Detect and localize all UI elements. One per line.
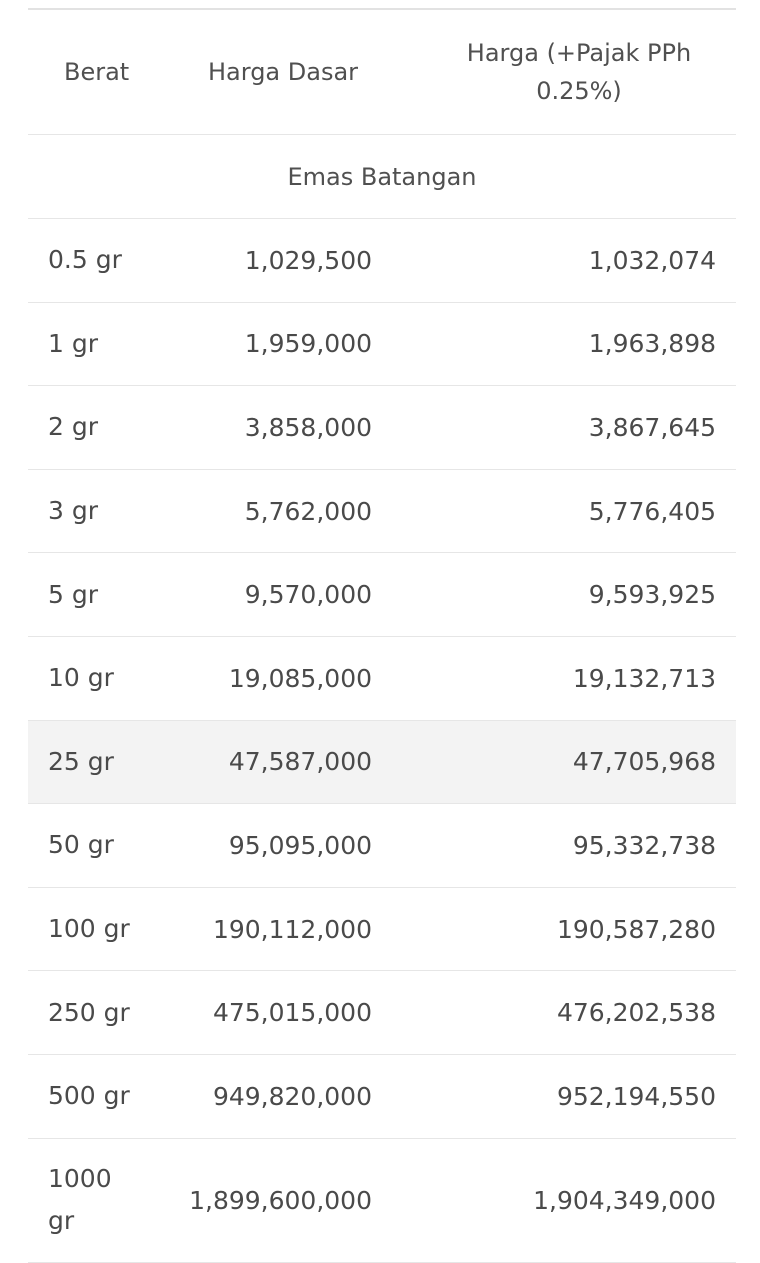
table-row: [28, 1139, 736, 1263]
table-row: [28, 804, 736, 888]
price-tax-cell: 5,776,405: [588, 496, 716, 526]
table-row: [28, 219, 736, 303]
price-tax-cell: 952,194,550: [556, 1081, 716, 1111]
weight-cell: 500 gr: [48, 1081, 130, 1111]
table-row: [28, 637, 736, 721]
weight-cell: 1000 gr: [48, 1164, 112, 1236]
weight-cell: 250 gr: [48, 997, 130, 1027]
price-tax-cell: 1,032,074: [588, 245, 716, 275]
weight-cell: 3 gr: [48, 496, 98, 526]
weight-cell: 0.5 gr: [48, 245, 122, 275]
gold-price-table: [28, 8, 736, 1263]
weight-cell: 10 gr: [48, 663, 114, 693]
price-tax-cell: 1,963,898: [588, 329, 716, 359]
price-tax-cell: 47,705,968: [572, 747, 716, 777]
base-price-cell: 1,899,600,000: [189, 1185, 372, 1215]
base-price-cell: 3,858,000: [244, 412, 372, 442]
weight-cell: 25 gr: [48, 746, 114, 776]
price-tax-cell: 19,132,713: [572, 663, 716, 693]
table-row: [28, 303, 736, 387]
weight-cell: 1 gr: [48, 328, 98, 358]
base-price-cell: 5,762,000: [244, 496, 372, 526]
base-price-cell: 190,112,000: [212, 914, 372, 944]
weight-cell: 100 gr: [48, 914, 130, 944]
base-price-cell: 475,015,000: [212, 998, 372, 1028]
table-row: [28, 470, 736, 554]
base-price-cell: 47,587,000: [228, 747, 372, 777]
base-price-cell: 9,570,000: [244, 580, 372, 610]
weight-cell: 2 gr: [48, 412, 98, 442]
table-row: [28, 888, 736, 972]
base-price-cell: 95,095,000: [228, 830, 372, 860]
table-row: [28, 971, 736, 1055]
base-price-cell: 949,820,000: [212, 1081, 372, 1111]
header-price-with-tax: Harga (+Pajak PPh 0.25%): [466, 39, 692, 105]
weight-cell: 50 gr: [48, 830, 114, 860]
table-row: [28, 1055, 736, 1139]
price-tax-cell: 3,867,645: [588, 412, 716, 442]
weight-cell: 5 gr: [48, 579, 98, 609]
price-tax-cell: 1,904,349,000: [533, 1185, 716, 1215]
price-tax-cell: 95,332,738: [572, 830, 716, 860]
table-row: [28, 553, 736, 637]
table-row-hovered: [28, 721, 736, 805]
price-tax-cell: 9,593,925: [588, 580, 716, 610]
base-price-cell: 1,029,500: [244, 245, 372, 275]
section-title: Emas Batangan: [287, 162, 477, 191]
table-header-row: [28, 10, 736, 135]
section-row: [28, 135, 736, 219]
base-price-cell: 1,959,000: [244, 329, 372, 359]
price-tax-cell: 190,587,280: [556, 914, 716, 944]
price-tax-cell: 476,202,538: [556, 998, 716, 1028]
table-row: [28, 386, 736, 470]
header-weight: Berat: [64, 58, 130, 86]
base-price-cell: 19,085,000: [228, 663, 372, 693]
header-base-price: Harga Dasar: [208, 58, 359, 86]
